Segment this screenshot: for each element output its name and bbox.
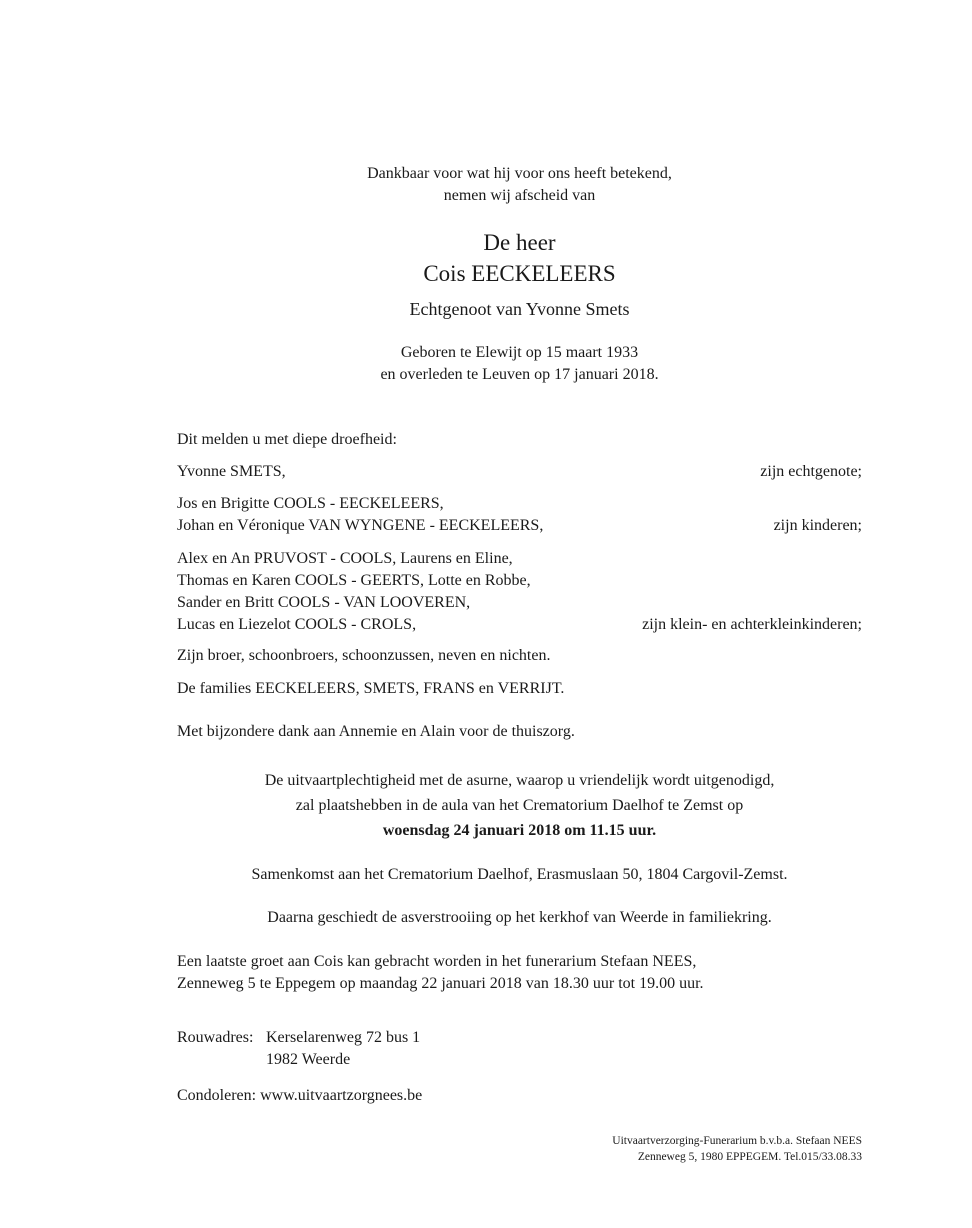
family-group-names	[177, 493, 543, 537]
ceremony-line-2: zal plaatshebben in de aula van het Crematorium Daelhof te Zemst op	[295, 797, 744, 814]
family-group-grandchildren	[177, 548, 862, 636]
ceremony-line-1: De uitvaartplechtigheid met de asurne, waarop u vriendelijk wordt uitgenodigd,	[264, 772, 775, 789]
family-group-names	[177, 548, 531, 636]
mourning-address-city: 1982 Weerde	[266, 1051, 351, 1068]
family-group-children	[177, 493, 862, 537]
family-group-names	[177, 461, 286, 483]
birth-line: Geboren te Elewijt op 15 maart 1933	[400, 344, 639, 361]
thanks-line: Met bijzondere dank aan Annemie en Alain voor de thuiszorg.	[177, 723, 575, 740]
family-name-line: Thomas en Karen COOLS - GEERTS, Lotte en Robbe,	[177, 572, 531, 589]
ceremony-block	[177, 768, 862, 843]
scattering-line: Daarna geschiedt de asverstrooiing op het kerkhof van Weerde in familiekring.	[267, 909, 772, 926]
family-name-line: Lucas en Liezelot COOLS - CROLS,	[177, 616, 417, 633]
footer-line-2: Zenneweg 5, 1980 EPPEGEM. Tel.015/33.08.33	[637, 1150, 862, 1163]
spouse-line: Echtgenoot van Yvonne Smets	[409, 299, 630, 319]
viewing-line-2: Zenneweg 5 te Eppegem op maandag 22 januari 2018 van 18.30 uur tot 19.00 uur.	[177, 975, 704, 992]
family-relation-label: zijn echtgenote;	[760, 463, 862, 480]
deceased-name: Cois EECKELEERS	[423, 261, 616, 286]
title-prefix: De heer	[483, 230, 556, 255]
families-line: De families EECKELEERS, SMETS, FRANS en VERRIJT.	[177, 680, 565, 697]
viewing-line-1: Een laatste groet aan Cois kan gebracht worden in het funerarium Stefaan NEES,	[177, 953, 697, 970]
mourning-address-label: Rouwadres:	[177, 1029, 254, 1046]
family-name-line: Johan en Véronique VAN WYNGENE - EECKELEERS,	[177, 517, 544, 534]
gathering-line: Samenkomst aan het Crematorium Daelhof, Erasmuslaan 50, 1804 Cargovil-Zemst.	[251, 866, 788, 883]
intro-line-2: nemen wij afscheid van	[443, 187, 596, 204]
family-name-line: Jos en Brigitte COOLS - EECKELEERS,	[177, 495, 444, 512]
mourning-address-street: Kerselarenweg 72 bus 1	[266, 1029, 421, 1046]
ceremony-datetime: woensdag 24 januari 2018 om 11.15 uur.	[382, 822, 657, 839]
announcement-line: Dit melden u met diepe droefheid:	[177, 431, 397, 448]
mourning-address	[177, 1027, 862, 1071]
funeral-home-footer	[177, 1134, 862, 1165]
family-name-line: Sander en Britt COOLS - VAN LOOVEREN,	[177, 594, 471, 611]
intro-line-1: Dankbaar voor wat hij voor ons heeft betekend,	[367, 165, 672, 182]
dates-block	[177, 342, 862, 386]
relatives-note: Zijn broer, schoonbroers, schoonzussen, neven en nichten.	[177, 647, 551, 664]
mourning-address-lines	[266, 1027, 420, 1071]
family-name-line: Alex en An PRUVOST - COOLS, Laurens en Eline,	[177, 550, 513, 567]
intro-block	[177, 163, 862, 207]
title-block	[177, 227, 862, 289]
condolences-line: Condoleren: www.uitvaartzorgnees.be	[177, 1087, 423, 1104]
family-relation-label: zijn klein- en achterkleinkinderen;	[642, 616, 862, 633]
obituary-content	[177, 0, 862, 1165]
viewing-block	[177, 951, 862, 995]
death-line: en overleden te Leuven op 17 januari 2018.	[380, 366, 659, 383]
family-name-line: Yvonne SMETS,	[177, 463, 286, 480]
family-group-spouse	[177, 461, 862, 483]
family-relation-label: zijn kinderen;	[773, 517, 862, 534]
footer-line-1: Uitvaartverzorging-Funerarium b.v.b.a. Stefaan NEES	[612, 1135, 862, 1147]
